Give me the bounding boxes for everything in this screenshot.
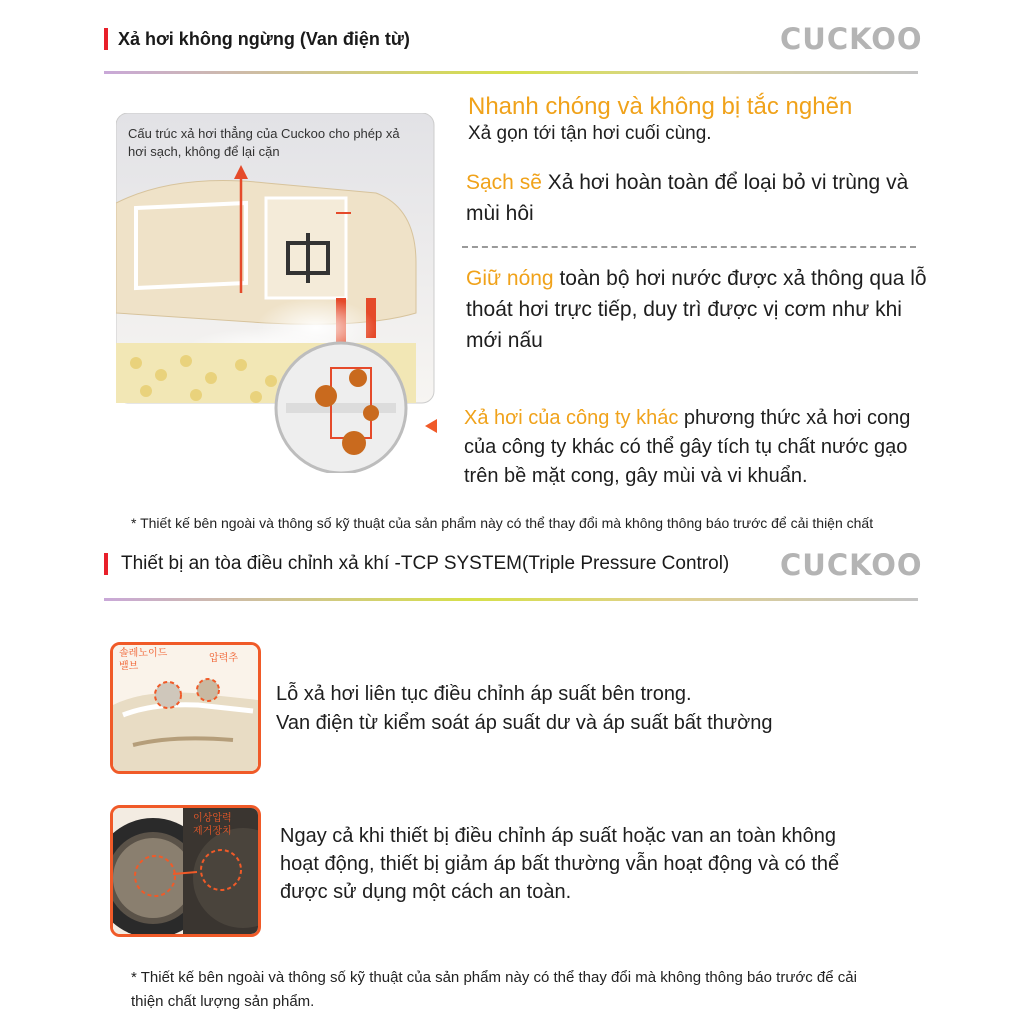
section1-divider — [104, 71, 918, 74]
features-divider — [462, 246, 916, 248]
section2-divider — [104, 598, 918, 601]
pressure-weight-label: 압력추 — [209, 653, 238, 664]
feature-4-heading: Xả hơi của công ty khác — [464, 407, 679, 429]
section2-disclaimer-line2: thiện chất lượng sản phẩm. — [131, 993, 315, 1010]
relief-label-line2: 제거장치 — [193, 826, 232, 837]
tcp-item-1-line1: Lỗ xả hơi liên tục điều chỉnh áp suất bên trong. — [276, 683, 692, 705]
feature-2-heading: Sạch sẽ — [466, 171, 542, 194]
feature-4-text: phương thức xả hơi cong của công ty khác có thể gây tích tụ chất nước gạo trên bề mặt cong, gây mùi và vi khuẩn. — [464, 407, 911, 487]
section1-disclaimer: * Thiết kế bên ngoài và thông số kỹ thuật của sản phẩm này có thể thay đổi mà không thông báo trước để cải thiện chất — [131, 515, 874, 531]
solenoid-label — [119, 647, 167, 673]
feature-1-text: Xả gọn tới tận hơi cuối cùng. — [468, 123, 712, 144]
tcp-item-1-line2: Van điện từ kiểm soát áp suất dư và áp suất bất thường — [276, 712, 773, 734]
solenoid-valve-image — [110, 642, 261, 774]
cuckoo-logo: CUCKOO — [780, 22, 923, 56]
cuckoo-logo-2: CUCKOO — [780, 548, 923, 582]
solenoid-label-line2: 밸브 — [119, 661, 139, 672]
section2-title: Thiết bị an tòa điều chỉnh xả khí -TCP SYSTEM(Triple Pressure Control) — [121, 553, 730, 574]
feature-2 — [466, 167, 936, 229]
feature-3-heading: Giữ nóng — [466, 267, 554, 290]
feature-3-text: toàn bộ hơi nước được xả thông qua lỗ thoát hơi trực tiếp, duy trì được vị cơm như khi mới nấu — [466, 267, 927, 352]
section2-disclaimer-line1: * Thiết kế bên ngoài và thông số kỹ thuật của sản phẩm này có thể thay đổi mà không thông báo trước để cải — [131, 969, 857, 986]
relief-device-label — [193, 812, 232, 838]
solenoid-label-line1: 솔레노이드 — [119, 648, 168, 659]
pointer-left-icon — [425, 419, 439, 433]
steam-vent-illustration — [116, 113, 436, 473]
steam-vent-diagram — [116, 113, 436, 473]
feature-3 — [466, 263, 936, 356]
illustration-caption: Cấu trúc xả hơi thẳng của Cuckoo cho phép xả hơi sạch, không để lại cặn — [128, 126, 400, 159]
tcp-item-2-line2: hoạt động, thiết bị giảm áp bất thường vẫn hoạt động và có thể — [280, 853, 840, 875]
feature-2-text: Xả hơi hoàn toàn để loại bỏ vi trùng và mùi hôi — [466, 171, 909, 225]
section2-marker — [104, 553, 108, 575]
tcp-item-2-line1: Ngay cả khi thiết bị điều chỉnh áp suất hoặc van an toàn không — [280, 825, 836, 847]
tcp-item-2-text — [280, 822, 839, 906]
section2-disclaimer — [131, 966, 857, 1014]
section1-title: Xả hơi không ngừng (Van điện từ) — [118, 29, 410, 49]
tcp-item-1-text — [276, 680, 773, 738]
pressure-relief-diagram — [113, 808, 258, 934]
pressure-relief-image — [110, 805, 261, 937]
feature-4 — [464, 404, 934, 491]
relief-label-line1: 이상압력 — [193, 813, 232, 824]
tcp-item-2-line3: được sử dụng một cách an toàn. — [280, 881, 572, 903]
section1-marker — [104, 28, 108, 50]
feature-1-heading: Nhanh chóng và không bị tắc nghẽn — [468, 93, 853, 120]
